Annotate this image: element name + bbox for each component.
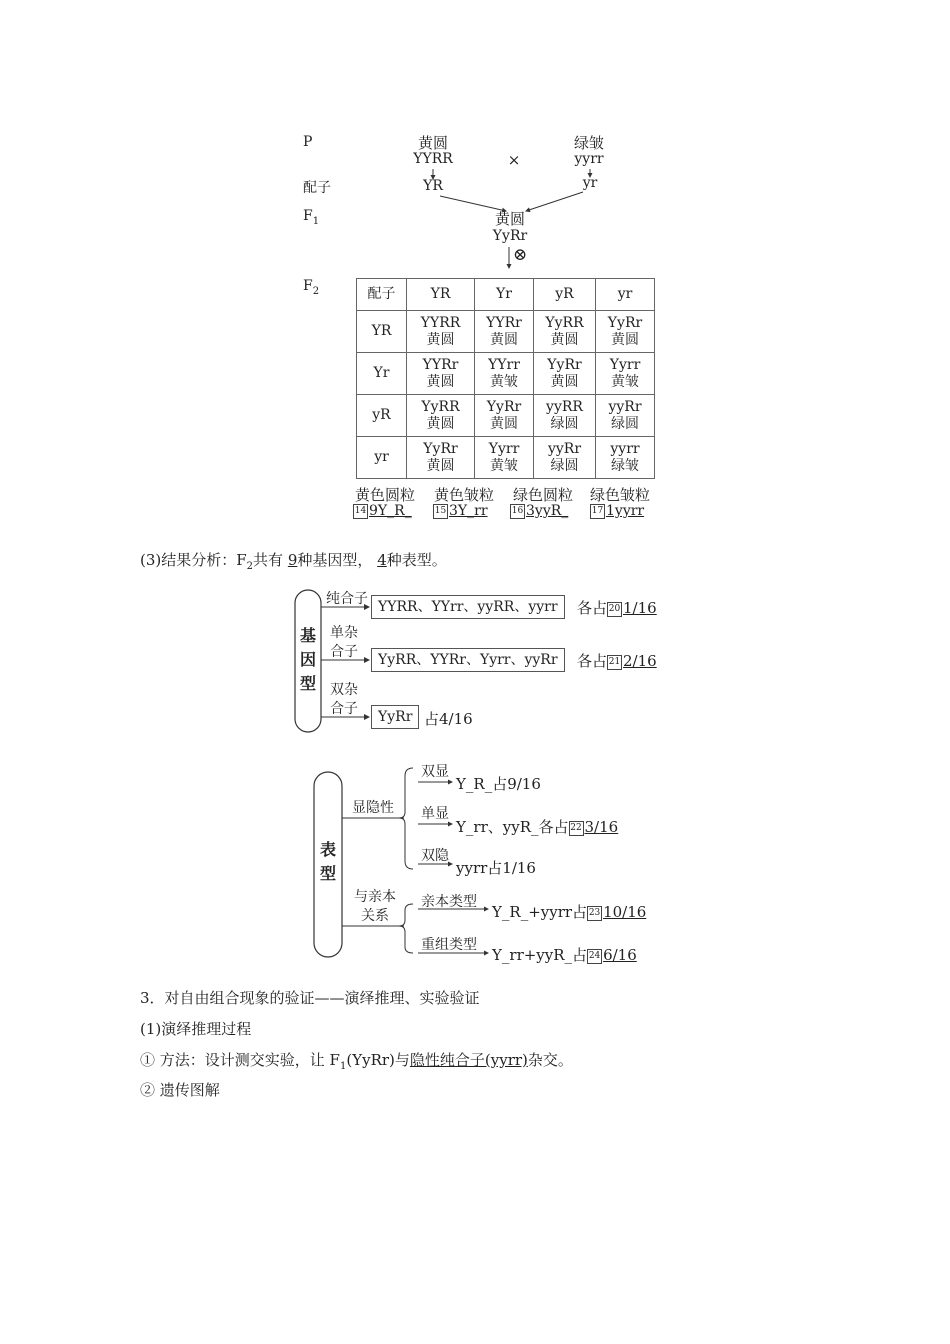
punnett-cell: YyRr 黄圆 [596,311,655,353]
punnett-row [357,437,655,479]
genotype-ratio: 占4/16 [424,710,473,728]
f1-phenotype: 黄圆 [494,210,526,228]
method-line: ① 方法：设计测交实验，让 $F_1(YyRr)$与隐性纯合子(yyrr)杂交。 [140,1051,573,1072]
summary-label: 黄色皱粒 [434,486,495,504]
punnett-header-cell: Yr [475,279,534,311]
phenotype-item-text: yyrr占1/16 [456,859,536,877]
genotype-box: YyRr [371,705,419,729]
genotype-ratio: 各占 20 1/16 [577,599,657,617]
phenotype-item-label: 双显 [421,764,449,780]
phenotype-item-text: Y_rr、yyR_各占 22 3/16 [456,818,619,836]
selfing-sign: ⊗ [513,245,528,265]
punnett-cell: yyrr 绿皱 [596,437,655,479]
phenotype-item-label: 单显 [421,806,449,822]
row-label-p: P [303,134,313,150]
phenotype-item-label: 双隐 [421,848,449,864]
punnett-cell: YYRR 黄圆 [407,311,475,353]
phenotype-item-text: Y_rr+yyR_占 24 6/16 [492,946,637,964]
cross-sign: × [507,151,521,169]
punnett-row-gamete: yr [357,437,407,479]
genotype-box: YyRR、YYRr、Yyrr、yyRr [371,648,565,672]
genotype-title: 基因型 [300,626,317,693]
summary-value: 15 3Y_rr [434,503,488,519]
summary-label: 绿色皱粒 [590,486,651,504]
phenotype-item-text: Y_R_+yyrr占 23 10/16 [492,903,647,921]
phenotype-item-label: 重组类型 [421,937,477,953]
diagram-heading: ② 遗传图解 [140,1081,220,1099]
phenotype-item-text: Y_R_占9/16 [456,775,541,793]
punnett-header-cell: YR [407,279,475,311]
punnett-cell: YYrr 黄皱 [475,353,534,395]
phenotype-group-label: 关系 [361,908,389,924]
punnett-cell: YyRr 黄圆 [475,395,534,437]
punnett-row-gamete: yR [357,395,407,437]
punnett-row-gamete: Yr [357,353,407,395]
genotype-branch-label: 合子 [330,701,358,717]
section-heading: 3．对自由组合现象的验证——演绎推理、实验验证 [140,989,480,1007]
gamete-1: YR [423,178,443,194]
phenotype-group-label: 与亲本 [354,889,396,905]
punnett-row [357,311,655,353]
summary-label: 黄色圆粒 [355,486,416,504]
parent1-genotype: YYRR [413,151,453,167]
row-label-f2: $F_2$ [303,278,320,297]
punnett-header-cell: 配子 [357,279,407,311]
punnett-cell: YYRr 黄圆 [407,353,475,395]
summary-value: 17 1yyrr [591,503,645,519]
punnett-row-gamete: YR [357,311,407,353]
punnett-cell: YyRR 黄圆 [534,311,596,353]
punnett-row [357,353,655,395]
row-label-gamete: 配子 [303,180,331,196]
summary-value: 14 9Y_R_ [354,503,412,519]
parent1-phenotype: 黄圆 [417,134,449,152]
genotype-branch-label: 合子 [330,644,358,660]
genotype-box: YYRR、YYrr、yyRR、yyrr [371,595,565,619]
punnett-cell: YyRr 黄圆 [407,437,475,479]
parent2-genotype: yyrr [574,151,604,167]
summary-value: 16 3yyR_ [511,503,569,519]
genotype-branch-label: 纯合子 [326,591,368,607]
punnett-cell: yyRR 绿圆 [534,395,596,437]
row-label-f1: $F_1$ [303,208,320,227]
punnett-square [356,278,655,479]
phenotype-group-label: 显隐性 [352,800,394,816]
punnett-cell: YYRr 黄圆 [475,311,534,353]
punnett-cell: yyRr 绿圆 [596,395,655,437]
parent2-phenotype: 绿皱 [573,134,605,152]
punnett-cell: yyRr 绿圆 [534,437,596,479]
summary-label: 绿色圆粒 [513,486,574,504]
punnett-cell: YyRr 黄圆 [534,353,596,395]
genotype-branch-label: 双杂 [330,682,358,698]
genotype-ratio: 各占 21 2/16 [577,652,657,670]
subsection-heading: (1)演绎推理过程 [140,1020,252,1038]
genotype-branch-label: 单杂 [330,625,358,641]
punnett-cell: Yyrr 黄皱 [475,437,534,479]
punnett-cell: YyRR 黄圆 [407,395,475,437]
f1-genotype: YyRr [492,228,528,244]
gamete-2: yr [582,175,598,191]
punnett-row [357,395,655,437]
analysis-line: (3)结果分析：$F_2$共有 9种基因型， 4种表型。 [140,551,447,572]
punnett-header-cell: yR [534,279,596,311]
phenotype-item-label: 亲本类型 [421,894,477,910]
punnett-cell: Yyrr 黄皱 [596,353,655,395]
phenotype-title: 表型 [320,840,337,883]
punnett-header-cell: yr [596,279,655,311]
